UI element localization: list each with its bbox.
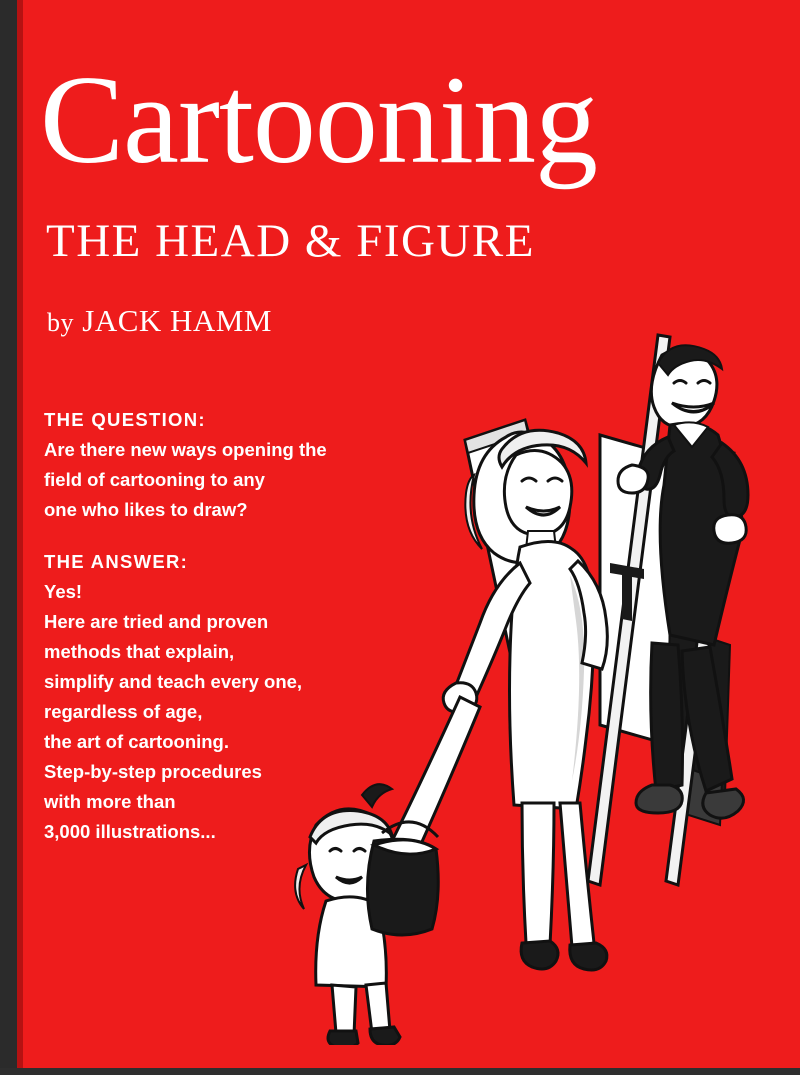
cover-spine-highlight [17, 0, 23, 1075]
page-subtitle: THE HEAD & FIGURE [46, 215, 535, 267]
page-title: Cartooning [40, 51, 597, 190]
answer-line-9: 3,000 illustrations... [44, 820, 216, 842]
answer-line-2: Here are tried and proven [44, 610, 269, 632]
blurb-spacer [44, 525, 464, 547]
answer-line-6: the art of cartooning. [44, 730, 229, 752]
answer-line-3: methods that explain, [44, 640, 235, 662]
answer-line-7: Step-by-step procedures [44, 760, 262, 782]
question-line-3: one who likes to draw? [44, 498, 248, 520]
question-line-2: field of cartooning to any [44, 468, 265, 490]
blurb-block [44, 405, 464, 847]
answer-line-1: Yes! [44, 580, 83, 602]
byline [47, 303, 272, 339]
answer-line-8: with more than [44, 790, 176, 812]
question-line-1: Are there new ways opening the [44, 438, 327, 460]
byline-author: JACK HAMM [82, 303, 272, 338]
answer-heading: THE ANSWER: [44, 550, 189, 572]
answer-line-4: simplify and teach every one, [44, 670, 303, 692]
cover-bottom-edge [0, 1068, 800, 1075]
answer-line-5: regardless of age, [44, 700, 203, 722]
byline-prefix: by [47, 308, 74, 337]
question-heading: THE QUESTION: [44, 409, 206, 430]
cover-spine-edge [0, 0, 17, 1075]
